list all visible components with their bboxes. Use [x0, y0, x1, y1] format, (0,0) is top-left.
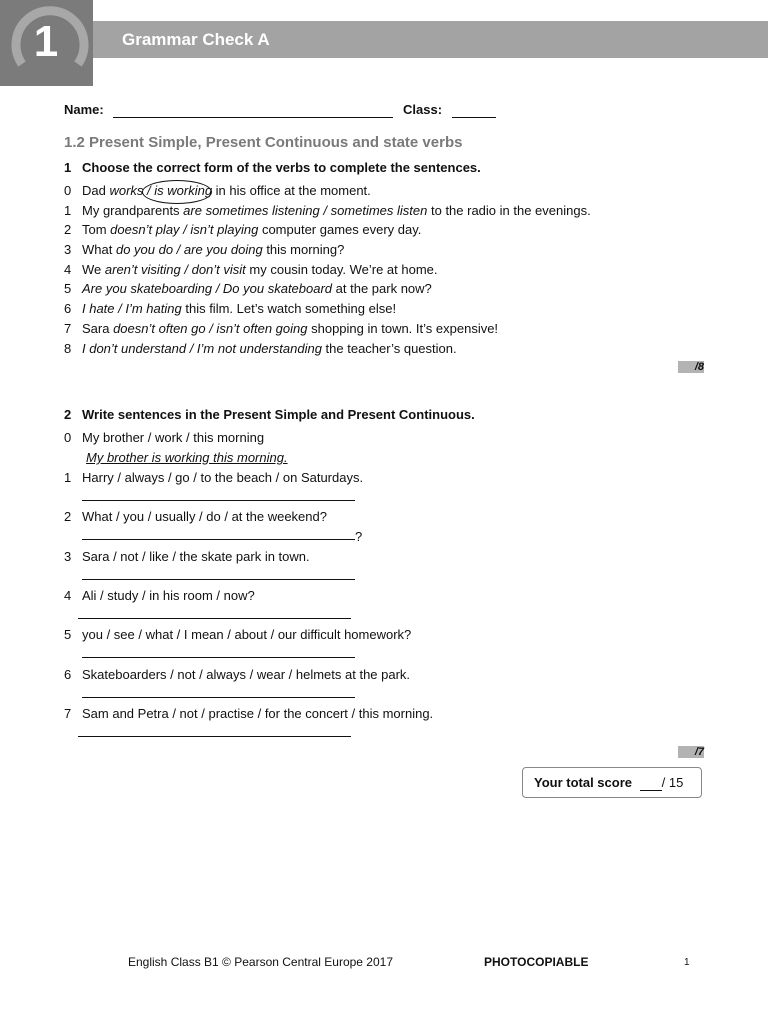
item-text-before: We — [82, 262, 105, 277]
exercise1-item-number: 2 — [64, 222, 72, 237]
answer-line[interactable] — [82, 500, 355, 501]
unit-number-graphic — [0, 0, 93, 86]
exercise2-prompt: Ali / study / in his room / now? — [82, 588, 255, 603]
verb-choice[interactable]: I hate / I’m hating — [82, 301, 182, 316]
class-label: Class: — [403, 102, 443, 117]
exercise2-item-number: 4 — [64, 588, 72, 603]
footer-copyright: English Class B1 © Pearson Central Europe 2017 — [128, 955, 393, 969]
total-score-text — [534, 775, 683, 791]
exercise1-number: 1 — [64, 160, 72, 175]
page-title: Grammar Check A — [122, 30, 270, 49]
verb-choice[interactable]: doesn’t often go / isn’t often going — [113, 321, 308, 336]
item-text-after: the teacher’s question. — [321, 341, 457, 356]
example-prompt: My brother / work / this morning — [82, 430, 265, 445]
verb-choice[interactable]: do you do / are you doing — [115, 242, 263, 257]
exercise2-item-number: 7 — [64, 706, 72, 721]
item-text-before: My grandparents — [82, 203, 184, 218]
answer-line[interactable] — [78, 618, 351, 619]
exercise1-item-number: 7 — [64, 321, 72, 336]
exercise1-item-number: 8 — [64, 341, 72, 356]
item-text-before: Tom — [82, 222, 111, 237]
item-text-after: computer games every day. — [258, 222, 422, 237]
exercise2-prompt: you / see / what / I mean / about / our difficult homework? — [82, 627, 412, 642]
verb-choice[interactable]: doesn’t play / isn’t playing — [110, 222, 259, 237]
exercise2-instruction — [64, 407, 475, 422]
answer-line[interactable] — [78, 736, 351, 737]
exercise1-item — [82, 242, 344, 257]
header-bar — [93, 21, 768, 58]
exercise2-item-number: 3 — [64, 549, 72, 564]
item-text-after: in his office at the moment. — [212, 183, 371, 198]
example-number: 0 — [64, 430, 72, 445]
verb-choice[interactable]: aren’t visiting / don’t visit — [104, 262, 246, 277]
exercise2-score: /7 — [678, 746, 704, 758]
class-field[interactable] — [452, 102, 496, 118]
exercise1-instruction — [64, 160, 481, 175]
exercise2-prompt: Harry / always / go / to the beach / on Saturdays. — [82, 470, 364, 485]
exercise1-score: /8 — [678, 361, 704, 373]
exercise1-item — [82, 281, 432, 296]
exercise2-item-number: 5 — [64, 627, 72, 642]
exercise2-item-number: 1 — [64, 470, 72, 485]
exercise1-item — [82, 183, 371, 198]
example-answer: My brother is working this morning. — [86, 450, 288, 465]
answer-line[interactable] — [82, 539, 355, 540]
item-text-before: What — [82, 242, 116, 257]
answer-line[interactable] — [82, 579, 355, 580]
item-text-after: this film. Let’s watch something else! — [181, 301, 397, 316]
exercise1-instruction-text: Choose the correct form of the verbs to complete the sentences. — [82, 160, 481, 175]
section-title: 1.2 Present Simple, Present Continuous and state verbs — [64, 134, 463, 151]
exercise1-item — [82, 321, 498, 336]
verb-choice[interactable]: Are you skateboarding / Do you skateboard — [82, 281, 333, 296]
exercise2-prompt: Sara / not / like / the skate park in town. — [82, 549, 310, 564]
student-info-row — [64, 102, 496, 118]
footer-page-number: 1 — [684, 957, 690, 968]
item-text-after: to the radio in the evenings. — [427, 203, 591, 218]
total-score-max: / 15 — [661, 775, 684, 790]
exercise1-item-number: 3 — [64, 242, 72, 257]
exercise1-item — [82, 301, 396, 316]
exercise1-item-number: 4 — [64, 262, 72, 277]
exercise2-item-number: 2 — [64, 509, 72, 524]
exercise1-item — [82, 341, 457, 356]
footer-photocopiable: PHOTOCOPIABLE — [484, 955, 589, 969]
item-text-before: Dad — [82, 183, 110, 198]
item-text-after: my cousin today. We’re at home. — [245, 262, 438, 277]
exercise1-item — [82, 203, 591, 218]
answer-circle — [142, 180, 212, 204]
name-field[interactable] — [113, 102, 393, 118]
exercise2-instruction-text: Write sentences in the Present Simple and Present Continuous. — [82, 407, 475, 422]
exercise1-item-number: 6 — [64, 301, 72, 316]
exercise1-item-number: 0 — [64, 183, 72, 198]
exercise1-item-number: 5 — [64, 281, 72, 296]
exercise2-prompt: Sam and Petra / not / practise / for the concert / this morning. — [82, 706, 434, 721]
answer-line[interactable] — [82, 657, 355, 658]
answer-suffix: ? — [355, 529, 363, 544]
exercise1-item-number: 1 — [64, 203, 72, 218]
name-label: Name: — [64, 102, 104, 117]
verb-choice[interactable]: are sometimes listening / sometimes listen — [183, 203, 428, 218]
exercise1-item — [82, 222, 421, 237]
verb-choice[interactable]: I don’t understand / I’m not understanding — [82, 341, 322, 356]
verb-choice[interactable]: works / is working — [109, 183, 213, 198]
item-text-after: at the park now? — [332, 281, 432, 296]
exercise2-prompt: Skateboarders / not / always / wear / helmets at the park. — [82, 667, 411, 682]
total-score-label: Your total score — [534, 775, 633, 790]
item-text-after: this morning? — [262, 242, 345, 257]
total-score-box — [522, 767, 702, 798]
exercise2-prompt: What / you / usually / do / at the weekend? — [82, 509, 327, 524]
unit-number: 1 — [33, 17, 59, 66]
unit-badge — [0, 0, 93, 86]
total-score-field[interactable] — [640, 775, 662, 791]
answer-line[interactable] — [82, 697, 355, 698]
exercise2-item-number: 6 — [64, 667, 72, 682]
exercise1-item — [82, 262, 438, 277]
item-text-before: Sara — [82, 321, 114, 336]
exercise2-number: 2 — [64, 407, 72, 422]
item-text-after: shopping in town. It’s expensive! — [307, 321, 499, 336]
